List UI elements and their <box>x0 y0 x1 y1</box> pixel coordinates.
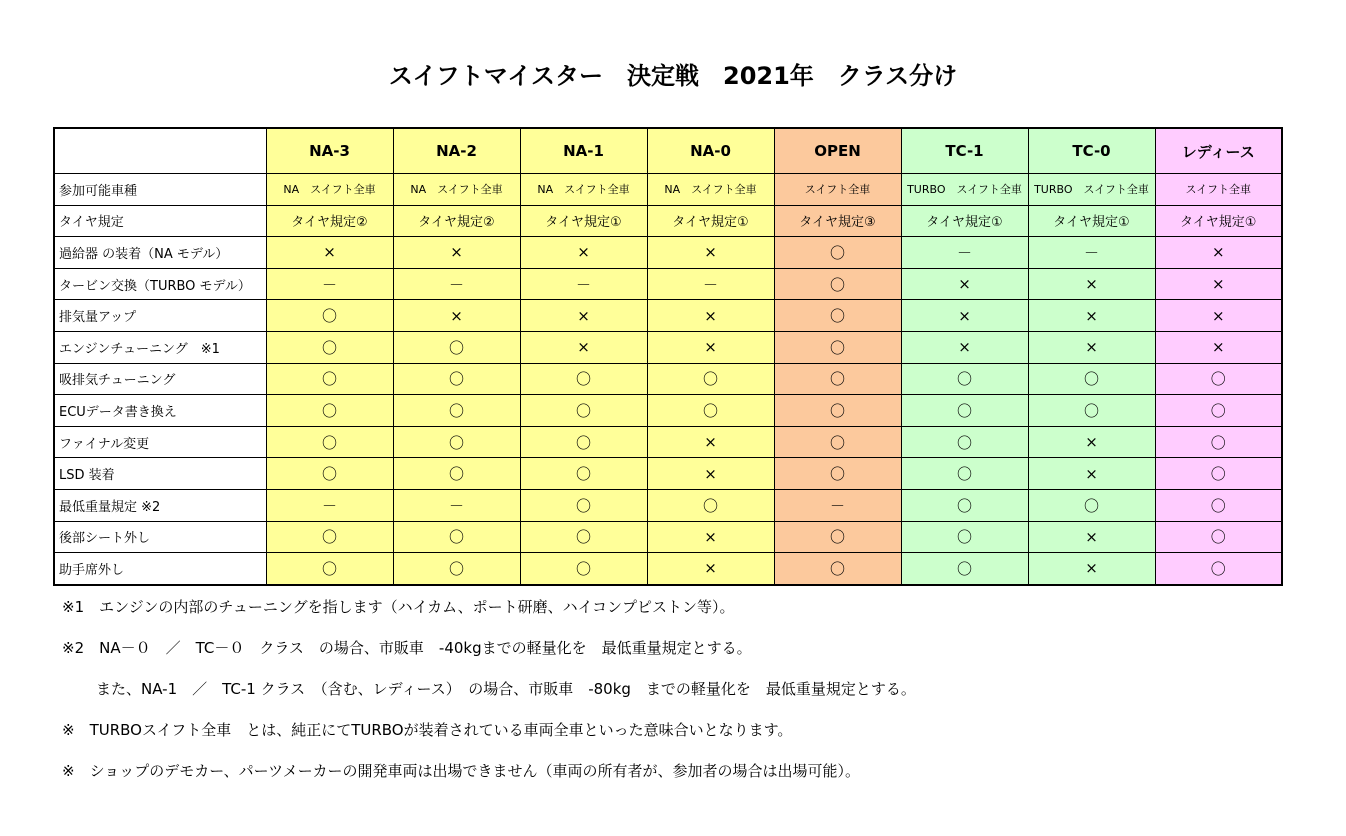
rule-cell-tc-1: 〇 <box>901 395 1028 427</box>
header-corner <box>54 128 266 174</box>
rule-cell-na-0: － <box>647 268 774 300</box>
rule-cell-na-0: × <box>647 237 774 269</box>
rule-cell-open: タイヤ規定③ <box>774 205 901 237</box>
row-label: 最低重量規定 ※2 <box>54 489 266 521</box>
rule-cell-open: 〇 <box>774 521 901 553</box>
rule-cell-na-0: × <box>647 458 774 490</box>
rule-cell-ladies: 〇 <box>1155 489 1282 521</box>
rule-cell-tc-1: TURBO スイフト全車 <box>901 174 1028 206</box>
row-label: 参加可能車種 <box>54 174 266 206</box>
class-header-na-0: NA-0 <box>647 128 774 174</box>
rule-cell-na-2: － <box>393 268 520 300</box>
rule-cell-tc-0: 〇 <box>1028 489 1155 521</box>
rule-cell-na-1: － <box>520 268 647 300</box>
rule-cell-na-0: 〇 <box>647 395 774 427</box>
rule-cell-na-0: NA スイフト全車 <box>647 174 774 206</box>
rule-cell-na-2: 〇 <box>393 331 520 363</box>
rule-cell-tc-1: × <box>901 331 1028 363</box>
header-row <box>54 128 1282 174</box>
rule-cell-tc-0: × <box>1028 521 1155 553</box>
rule-cell-na-2: 〇 <box>393 363 520 395</box>
rule-cell-tc-0: 〇 <box>1028 395 1155 427</box>
rule-cell-ladies: スイフト全車 <box>1155 174 1282 206</box>
rule-cell-open: 〇 <box>774 363 901 395</box>
table-row <box>54 426 1282 458</box>
rule-cell-open: 〇 <box>774 237 901 269</box>
rule-cell-na-0: 〇 <box>647 489 774 521</box>
rule-cell-na-0: × <box>647 521 774 553</box>
rule-cell-na-3: 〇 <box>266 300 393 332</box>
table-row <box>54 363 1282 395</box>
class-header-na-2: NA-2 <box>393 128 520 174</box>
rule-cell-na-1: 〇 <box>520 458 647 490</box>
rule-cell-open: 〇 <box>774 268 901 300</box>
rule-cell-ladies: タイヤ規定① <box>1155 205 1282 237</box>
rule-cell-ladies: 〇 <box>1155 395 1282 427</box>
class-table-body <box>54 128 1282 585</box>
rule-cell-na-3: NA スイフト全車 <box>266 174 393 206</box>
rule-cell-na-0: × <box>647 426 774 458</box>
class-header-na-1: NA-1 <box>520 128 647 174</box>
rule-cell-ladies: 〇 <box>1155 363 1282 395</box>
rule-cell-na-1: 〇 <box>520 426 647 458</box>
rule-cell-na-2: タイヤ規定② <box>393 205 520 237</box>
note-turbo-definition: ※ TURBOスイフト全車 とは、純正にてTURBOが装着されている車両全車といった意味合いとなります。 <box>62 721 793 739</box>
table-row <box>54 205 1282 237</box>
rule-cell-open: 〇 <box>774 426 901 458</box>
table-row <box>54 174 1282 206</box>
row-label: タービン交換（TURBO モデル） <box>54 268 266 300</box>
rule-cell-tc-1: － <box>901 237 1028 269</box>
table-row <box>54 300 1282 332</box>
rule-cell-na-1: タイヤ規定① <box>520 205 647 237</box>
rule-cell-ladies: × <box>1155 237 1282 269</box>
rule-cell-ladies: 〇 <box>1155 521 1282 553</box>
rule-cell-na-3: 〇 <box>266 426 393 458</box>
rule-cell-tc-1: 〇 <box>901 363 1028 395</box>
rule-cell-na-0: × <box>647 331 774 363</box>
rule-cell-ladies: × <box>1155 268 1282 300</box>
rule-cell-na-1: × <box>520 237 647 269</box>
rule-cell-tc-0: タイヤ規定① <box>1028 205 1155 237</box>
note-2: ※2 NA－０ ／ TC－０ クラス の場合、市販車 -40kgまでの軽量化を 最低重量規定とする。 <box>62 639 752 657</box>
table-row <box>54 521 1282 553</box>
rule-cell-na-2: 〇 <box>393 553 520 585</box>
row-label: タイヤ規定 <box>54 205 266 237</box>
rule-cell-ladies: 〇 <box>1155 553 1282 585</box>
rule-cell-ladies: 〇 <box>1155 426 1282 458</box>
note-2-continued: また、NA-1 ／ TC-1 クラス （含む、レディース） の場合、市販車 -80kg までの軽量化を 最低重量規定とする。 <box>96 680 916 698</box>
rule-cell-na-1: 〇 <box>520 363 647 395</box>
rule-cell-na-3: 〇 <box>266 395 393 427</box>
rule-cell-tc-0: × <box>1028 553 1155 585</box>
table-row <box>54 553 1282 585</box>
rule-cell-tc-0: × <box>1028 331 1155 363</box>
table-row <box>54 237 1282 269</box>
rule-cell-tc-0: － <box>1028 237 1155 269</box>
rule-cell-na-0: × <box>647 300 774 332</box>
class-header-na-3: NA-3 <box>266 128 393 174</box>
table-row <box>54 331 1282 363</box>
rule-cell-ladies: × <box>1155 331 1282 363</box>
rule-cell-na-3: 〇 <box>266 331 393 363</box>
rule-cell-na-3: × <box>266 237 393 269</box>
table-row <box>54 268 1282 300</box>
rule-cell-open: 〇 <box>774 395 901 427</box>
rule-cell-na-2: NA スイフト全車 <box>393 174 520 206</box>
note-shop-cars: ※ ショップのデモカー、パーツメーカーの開発車両は出場できません（車両の所有者が、参加者の場合は出場可能）。 <box>62 762 860 780</box>
page-title: スイフトマイスター 決定戦 2021年 クラス分け <box>388 62 958 90</box>
rule-cell-open: 〇 <box>774 300 901 332</box>
rule-cell-na-1: NA スイフト全車 <box>520 174 647 206</box>
rule-cell-na-2: 〇 <box>393 395 520 427</box>
class-header-open: OPEN <box>774 128 901 174</box>
table-row <box>54 489 1282 521</box>
table-row <box>54 395 1282 427</box>
class-header-ladies: レディース <box>1155 128 1282 174</box>
class-table <box>53 127 1283 586</box>
rule-cell-na-3: 〇 <box>266 458 393 490</box>
notes <box>62 597 916 802</box>
rule-cell-tc-1: 〇 <box>901 489 1028 521</box>
rule-cell-na-1: × <box>520 331 647 363</box>
rule-cell-na-0: タイヤ規定① <box>647 205 774 237</box>
row-label: エンジンチューニング ※1 <box>54 331 266 363</box>
rule-cell-na-3: 〇 <box>266 363 393 395</box>
rule-cell-ladies: 〇 <box>1155 458 1282 490</box>
rule-cell-tc-1: × <box>901 268 1028 300</box>
rule-cell-tc-0: × <box>1028 426 1155 458</box>
rule-cell-na-1: 〇 <box>520 553 647 585</box>
row-label: 後部シート外し <box>54 521 266 553</box>
rule-cell-na-3: タイヤ規定② <box>266 205 393 237</box>
rule-cell-na-2: － <box>393 489 520 521</box>
rule-cell-na-1: 〇 <box>520 395 647 427</box>
rule-cell-open: 〇 <box>774 331 901 363</box>
rule-cell-open: 〇 <box>774 458 901 490</box>
rule-cell-tc-1: × <box>901 300 1028 332</box>
rule-cell-tc-1: タイヤ規定① <box>901 205 1028 237</box>
rule-cell-na-3: 〇 <box>266 521 393 553</box>
rule-cell-na-3: 〇 <box>266 553 393 585</box>
rule-cell-na-2: 〇 <box>393 521 520 553</box>
rule-cell-na-1: 〇 <box>520 489 647 521</box>
note-1: ※1 エンジンの内部のチューニングを指します（ハイカム、ポート研磨、ハイコンプピストン等）。 <box>62 598 735 616</box>
class-header-tc-0: TC-0 <box>1028 128 1155 174</box>
rule-cell-na-1: 〇 <box>520 521 647 553</box>
rule-cell-na-0: × <box>647 553 774 585</box>
rule-cell-tc-0: × <box>1028 268 1155 300</box>
rule-cell-tc-0: × <box>1028 458 1155 490</box>
rule-cell-na-1: × <box>520 300 647 332</box>
rule-cell-na-2: 〇 <box>393 426 520 458</box>
rule-cell-tc-0: 〇 <box>1028 363 1155 395</box>
row-label: 助手席外し <box>54 553 266 585</box>
rule-cell-tc-0: TURBO スイフト全車 <box>1028 174 1155 206</box>
rule-cell-open: 〇 <box>774 553 901 585</box>
rule-cell-tc-1: 〇 <box>901 458 1028 490</box>
rule-cell-tc-1: 〇 <box>901 553 1028 585</box>
rule-cell-tc-1: 〇 <box>901 521 1028 553</box>
row-label: ファイナル変更 <box>54 426 266 458</box>
rule-cell-na-3: － <box>266 268 393 300</box>
rule-cell-open: － <box>774 489 901 521</box>
row-label: 排気量アップ <box>54 300 266 332</box>
row-label: LSD 装着 <box>54 458 266 490</box>
rule-cell-tc-0: × <box>1028 300 1155 332</box>
table-row <box>54 458 1282 490</box>
row-label: 過給器 の装着（NA モデル） <box>54 237 266 269</box>
rule-cell-na-0: 〇 <box>647 363 774 395</box>
rule-cell-na-3: － <box>266 489 393 521</box>
rule-cell-na-2: 〇 <box>393 458 520 490</box>
row-label: ECUデータ書き換え <box>54 395 266 427</box>
rule-cell-na-2: × <box>393 300 520 332</box>
rule-cell-tc-1: 〇 <box>901 426 1028 458</box>
rule-cell-open: スイフト全車 <box>774 174 901 206</box>
rule-cell-na-2: × <box>393 237 520 269</box>
class-header-tc-1: TC-1 <box>901 128 1028 174</box>
row-label: 吸排気チューニング <box>54 363 266 395</box>
rule-cell-ladies: × <box>1155 300 1282 332</box>
